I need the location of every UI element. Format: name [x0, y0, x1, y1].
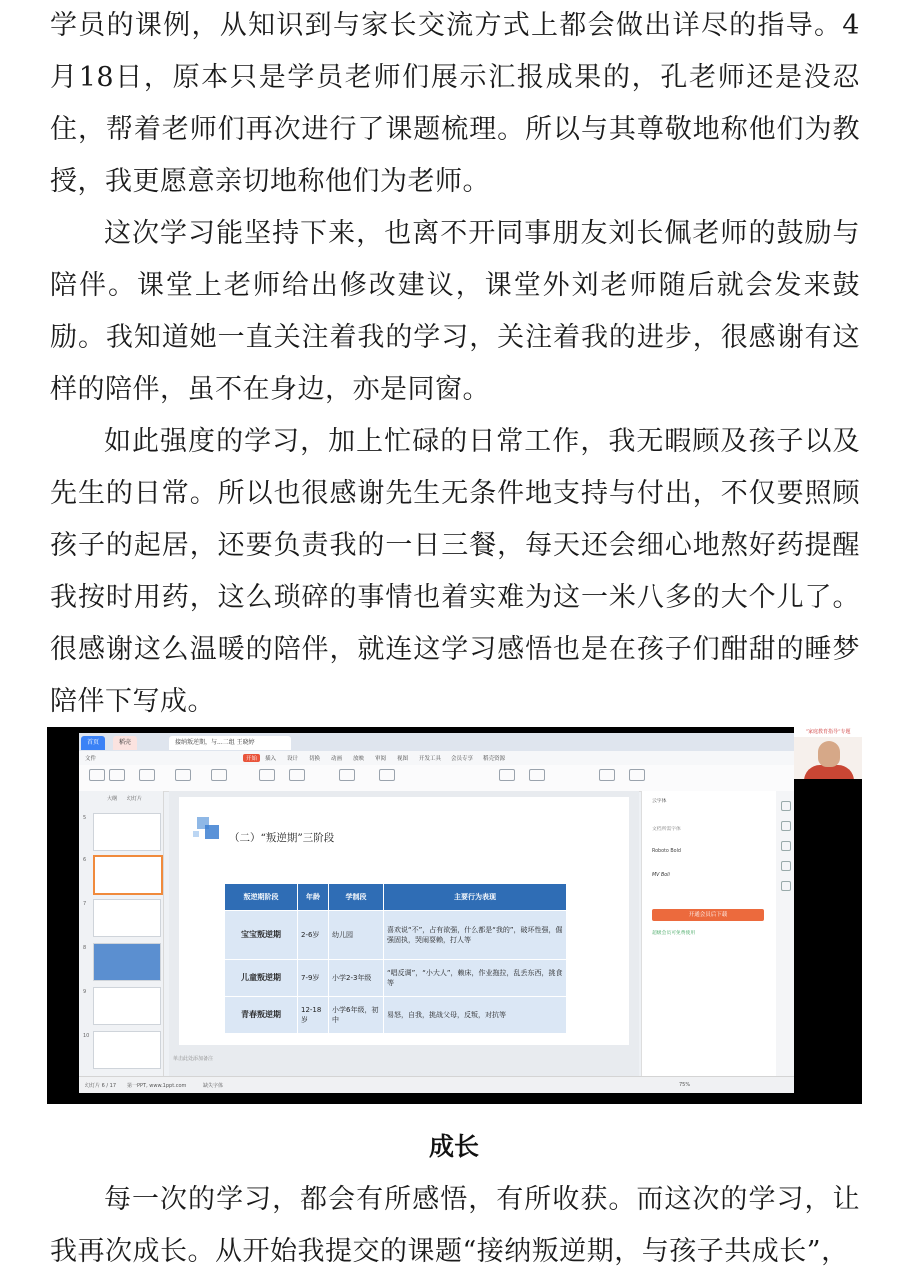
menu-member[interactable]: 会员专享 — [451, 756, 474, 762]
menu-review[interactable]: 审阅 — [375, 756, 387, 762]
new-slide-icon[interactable] — [175, 769, 191, 781]
menu-design[interactable]: 设计 — [287, 756, 299, 762]
slide-number: 6 — [83, 857, 87, 863]
tab-document[interactable]: 接纳叛逆期，与...二组 王晓婷 — [169, 736, 291, 750]
tab-outline[interactable]: 大纲 — [107, 796, 118, 802]
slide-number: 10 — [83, 1033, 90, 1039]
title-decoration — [193, 831, 199, 837]
paragraph-teacher-guidance: 学员的课例，从知识到与家长交流方式上都会做出详尽的指导。4月18日，原本只是学员老师们展示汇报成果的，孔老师还是没忍住，帮着老师们再次进行了课题梳理。所以与其尊敬地称他们为教授，我更愿意亲切地称他们为老师。 — [50, 10, 860, 197]
speaker-face — [818, 741, 840, 767]
right-tool-strip — [776, 791, 794, 1076]
font-name: Roboto Bold — [652, 849, 681, 854]
table-row — [225, 997, 567, 1034]
slide-counter: 幻灯片 6 / 17 — [85, 1083, 116, 1089]
table-cell: 青春叛逆期 — [225, 997, 298, 1034]
panel-subtitle: 文档所需字体 — [652, 827, 681, 832]
font-color-icon[interactable] — [289, 769, 305, 781]
slide-thumbnail[interactable] — [93, 987, 161, 1025]
paragraph-colleague-support: 这次学习能坚持下来，也离不开同事朋友刘长佩老师的鼓励与陪伴。课堂上老师给出修改建议，课堂外刘老师随后就会发来鼓励。我知道她一直关注着我的学习，关注着我的进步，很感谢有这样的陪伴，虽不在身边，亦是同窗。 — [50, 218, 860, 405]
table-cell: 小学6年级，初中 — [329, 997, 384, 1034]
slide-thumbnail[interactable] — [93, 1031, 161, 1069]
section-heading: 成长 — [428, 1132, 479, 1161]
webcam-banner: “家庭教育指导”专题 — [794, 727, 862, 737]
tab-home[interactable]: 首页 — [81, 736, 105, 750]
slide-thumbnail[interactable] — [93, 899, 161, 937]
tab-slides[interactable]: 幻灯片 — [127, 796, 143, 802]
menu-transition[interactable]: 切换 — [309, 756, 321, 762]
align-icon[interactable] — [339, 769, 355, 781]
layout-icon[interactable] — [211, 769, 227, 781]
find-icon[interactable] — [599, 769, 615, 781]
table-header: 主要行为表现 — [384, 884, 567, 911]
shape-tool-icon[interactable] — [781, 841, 791, 851]
menu-bar — [79, 751, 794, 765]
paragraph-growth: 每一次的学习，都会有所感悟，有所收获。而这次的学习，让我再次成长。从开始我提交的课题“接纳叛逆期，与孩子共成长”， — [50, 1184, 860, 1267]
menu-view[interactable]: 视图 — [397, 756, 409, 762]
table-cell: 幼儿园 — [329, 911, 384, 960]
panel-title: 云字体 — [652, 799, 667, 804]
table-cell: 7-9岁 — [298, 960, 329, 997]
slide-title: （二）“叛逆期”三阶段 — [229, 832, 335, 844]
download-font-button[interactable]: 开通会员后下载 — [652, 909, 764, 921]
table-cell: 宝宝叛逆期 — [225, 911, 298, 960]
font-name: MV Boli — [652, 873, 670, 878]
slide-thumbnail[interactable] — [93, 813, 161, 851]
menu-slideshow[interactable]: 放映 — [353, 756, 365, 762]
menu-home[interactable]: 开始 — [243, 754, 260, 762]
panel-hint: 超级会员可免费使用 — [652, 931, 696, 936]
tab-bar — [79, 733, 794, 751]
animation-icon[interactable] — [781, 821, 791, 831]
menu-animation[interactable]: 动画 — [331, 756, 343, 762]
cloud-font-panel — [641, 791, 777, 1076]
missing-font-indicator[interactable]: 缺失字体 — [203, 1083, 224, 1089]
table-cell: 小学2-3年级 — [329, 960, 384, 997]
slide-thumbnail-selected[interactable] — [93, 855, 163, 895]
title-decoration — [205, 825, 219, 839]
select-icon[interactable] — [629, 769, 645, 781]
tab-daoke[interactable]: 稻壳 — [113, 736, 137, 750]
table-cell: 儿童叛逆期 — [225, 960, 298, 997]
table-cell: 12-18岁 — [298, 997, 329, 1034]
slide-number: 5 — [83, 815, 87, 821]
slide-canvas — [169, 791, 639, 1076]
style-icon[interactable] — [781, 801, 791, 811]
list-icon[interactable] — [379, 769, 395, 781]
menu-daoke-resources[interactable]: 稻壳资源 — [483, 756, 506, 762]
bold-icon[interactable] — [259, 769, 275, 781]
table-cell: “唱反调”，“小大人”，赖床，作业拖拉，乱丢东西，挑食等 — [384, 960, 567, 997]
paste-icon[interactable] — [89, 769, 105, 781]
table-header: 学制段 — [329, 884, 384, 911]
textbox-icon[interactable] — [499, 769, 515, 781]
table-row — [225, 911, 567, 960]
notes-placeholder[interactable]: 单击此处添加备注 — [173, 1056, 214, 1062]
slide-number: 9 — [83, 989, 87, 995]
slide-sidebar — [79, 791, 164, 1076]
ribbon-toolbar — [79, 765, 794, 792]
shape-icon[interactable] — [529, 769, 545, 781]
table-cell: 易怒，自我，挑战父母，反叛，对抗等 — [384, 997, 567, 1034]
speaker-shoulders — [804, 765, 854, 779]
image-tool-icon[interactable] — [781, 861, 791, 871]
embedded-screenshot — [47, 727, 862, 1104]
current-slide[interactable] — [179, 797, 629, 1045]
zoom-level[interactable]: 75% — [679, 1082, 691, 1088]
slide-number: 7 — [83, 901, 87, 907]
status-bar — [79, 1076, 794, 1093]
menu-insert[interactable]: 插入 — [265, 756, 277, 762]
webcam-overlay — [794, 727, 862, 779]
theme-name: 第一PPT, www.1ppt.com — [127, 1083, 187, 1089]
paragraph-family-support: 如此强度的学习，加上忙碌的日常工作，我无暇顾及孩子以及先生的日常。所以也很感谢先生无条件地支持与付出，不仅要照顾孩子的起居，还要负责我的一日三餐，每天还会细心地熬好药提醒我按时用药，这么琐碎的事情也着实难为这一米八多的大个儿了。很感谢这么温暖的陪伴，就连这学习感悟也是在孩子们酣甜的睡梦陪伴下写成。 — [50, 426, 860, 717]
table-header: 年龄 — [298, 884, 329, 911]
table-row — [225, 960, 567, 997]
table-cell: 喜欢说“不”，占有欲强，什么都是“我的”，破坏性强，倔强固执，哭闹耍赖，打人等 — [384, 911, 567, 960]
slide-number: 8 — [83, 945, 87, 951]
settings-icon[interactable] — [781, 881, 791, 891]
rebellion-stages-table — [224, 883, 567, 1034]
table-cell: 2-6岁 — [298, 911, 329, 960]
play-icon[interactable] — [139, 769, 155, 781]
slide-thumbnail[interactable] — [93, 943, 161, 981]
menu-developer[interactable]: 开发工具 — [419, 756, 442, 762]
presentation-app-window — [79, 733, 794, 1093]
table-header: 叛逆期阶段 — [225, 884, 298, 911]
cut-icon[interactable] — [109, 769, 125, 781]
menu-file[interactable]: 文件 — [85, 756, 97, 762]
